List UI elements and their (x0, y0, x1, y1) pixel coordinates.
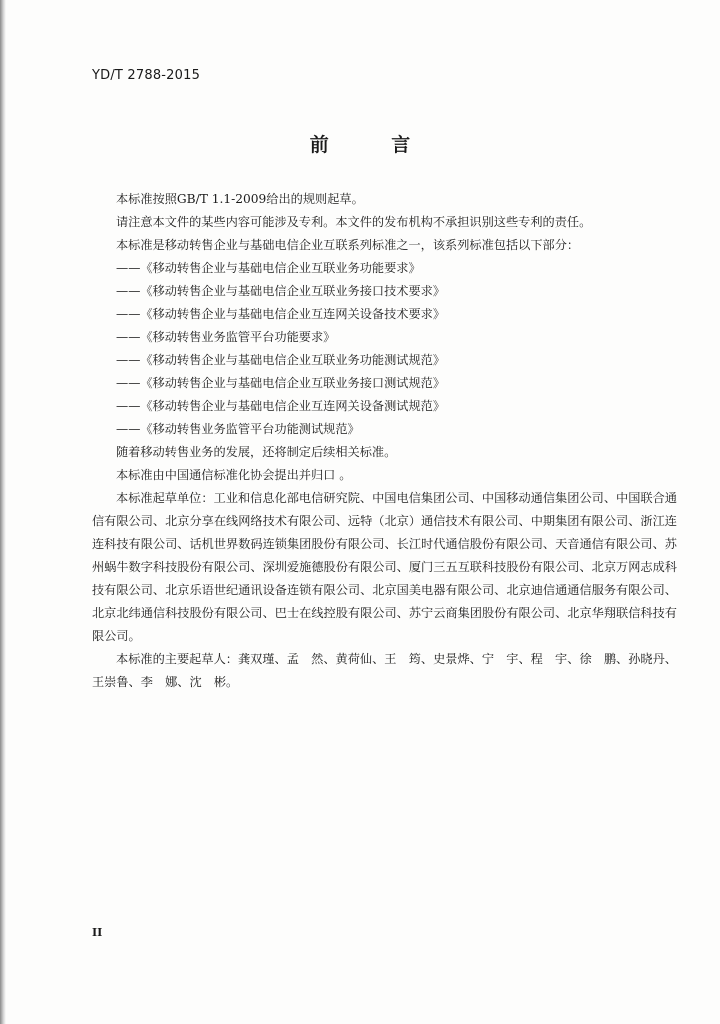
list-item: ——《移动转售业务监管平台功能要求》 (116, 330, 336, 344)
paragraph: 本标准是移动转售企业与基础电信企业互联系列标准之一，该系列标准包括以下部分： (116, 238, 580, 252)
section-title: 前 言 (309, 134, 439, 156)
list-item: ——《移动转售业务监管平台功能测试规范》 (116, 422, 360, 436)
list-item: ——《移动转售企业与基础电信企业互联业务接口测试规范》 (116, 376, 446, 390)
page-number: II (92, 926, 103, 939)
foreword-body (92, 188, 677, 694)
list-item: ——《移动转售企业与基础电信企业互联业务接口技术要求》 (116, 284, 446, 298)
drafters-paragraph: 本标准的主要起草人：龚双瑾、孟 然、黄荷仙、王 筠、史景烨、宁 宇、程 宇、徐 鹏、孙晓丹、王崇鲁、李 娜、沈 彬。 (92, 652, 677, 689)
list-item: ——《移动转售企业与基础电信企业互连网关设备测试规范》 (116, 399, 446, 413)
list-item: ——《移动转售企业与基础电信企业互连网关设备技术要求》 (116, 307, 446, 321)
paragraph: 随着移动转售业务的发展，还将制定后续相关标准。 (116, 445, 397, 459)
paragraph: 本标准由中国通信标准化协会提出并归口 。 (116, 468, 352, 482)
list-item: ——《移动转售企业与基础电信企业互联业务功能测试规范》 (116, 353, 446, 367)
standard-code: YD/T 2788-2015 (92, 68, 201, 83)
paragraph: 本标准按照GB/T 1.1-2009给出的规则起草。 (116, 192, 364, 206)
list-item: ——《移动转售企业与基础电信企业互联业务功能要求》 (116, 261, 421, 275)
drafting-units-paragraph: 本标准起草单位：工业和信息化部电信研究院、中国电信集团公司、中国移动通信集团公司、中国联合通信有限公司、北京分享在线网络技术有限公司、远特（北京）通信技术有限公司、中期集团有限公司、浙江连连科技有限公司、话机世界数码连锁集团股份有限公司、长江时代通信股份有限公司、天音通信有限公司、苏州蜗牛数字科技股份有限公司、深圳爱施德股份有限公司、厦门三五互联科技股份有限公司、北京万网志成科技有限公司、北京乐语世纪通讯设备连锁有限公司、北京国美电器有限公司、北京迪信通通信服务有限公司、北京北纬通信科技股份有限公司、巴士在线控股有限公司、苏宁云商集团股份有限公司、北京华翔联信科技有限公司。 (92, 491, 677, 643)
paragraph: 请注意本文件的某些内容可能涉及专利。本文件的发布机构不承担识别这些专利的责任。 (116, 215, 592, 229)
